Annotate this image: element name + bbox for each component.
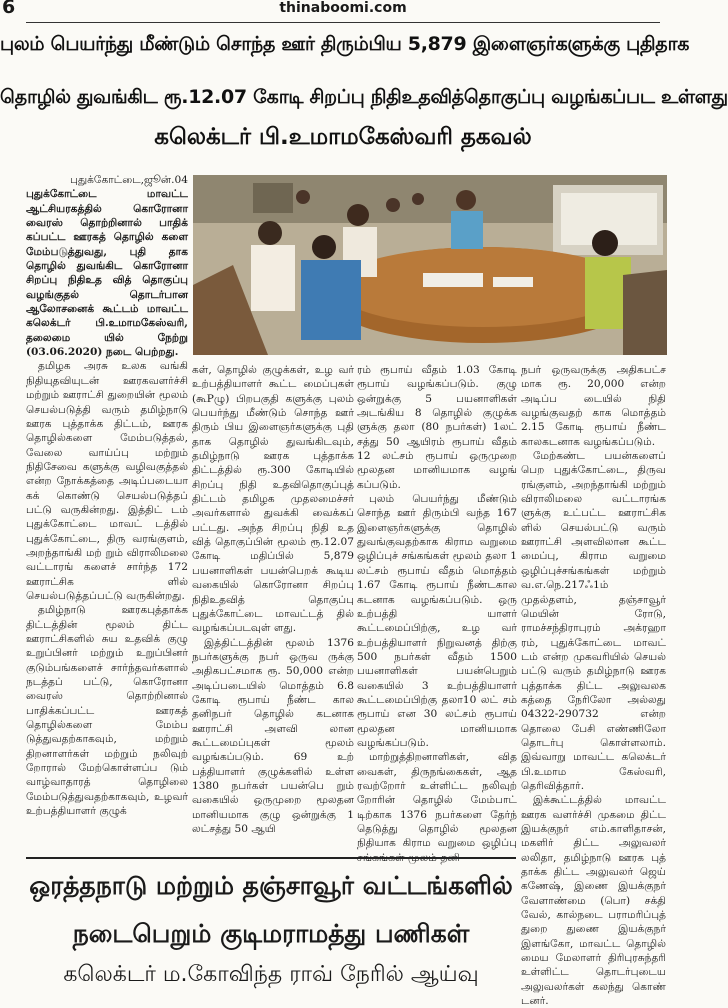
second-headline-subtitle: கலெக்டர் ம.கோவிந்த ராவ் நேரில் ஆய்வு	[63, 962, 479, 987]
article-paragraph: இக்கூட்டத்தில் மாவட்ட ஊரக வளர்ச்சி முகமை திட்ட இயக்குநர் எம்.காளிதாசன், மகளிர் திட்ட அலுவலர் லலிதா, தமிழ்நாடு ஊரக புத் தாக்க திட்ட அலுவலர் ஜெய் கணேஷ், இணை இயக்குநர் வேளாண்மை (பொ) சக்தி வேல், கால்நடை பராமரிப்புத் துறை துணை இயக்குநர் இளங்கோ, மாவட்ட தொழில் மைய மேலாளர் திரிபுரசுந்தரி உள்ளிட்ட தொடர்புடைய அலுவலர்கள் கலந்து கொண் டனர்.	[521, 794, 666, 1008]
article-column-3	[357, 363, 517, 853]
second-article-rule	[26, 857, 516, 859]
second-article-headline	[26, 862, 516, 1000]
second-headline-line-2: நடைபெறும் குடிமராமத்து பணிகள்	[72, 919, 470, 948]
headline-subtitle: கலெக்டர் பி.உமாமகேஸ்வரி தகவல்	[154, 124, 532, 150]
article-column-2	[192, 363, 354, 853]
article-column-4	[521, 363, 666, 1008]
article-dateline: புதுக்கோட்டை,ஜூன்.04	[70, 174, 188, 186]
site-name: thinaboomi.com	[279, 0, 407, 16]
second-headline-line-1: ஒரத்தநாடு மற்றும் தஞ்சாவூர் வட்டங்களில்	[29, 871, 513, 900]
article-paragraph: கள், தொழில் குழுக்கள், உழ வர் உற்பத்தியாளர் கூட்ட மைப்புகள் (கூPழு) பிறபகுதி களுக்கு புலம் பெயர்ந்து மீண்டும் சொந்த ஊர் திரும் பிய இளைஞர்களுக்கு புதி தாக தொழில் துவங்கிடவும், தமிழ்நாடு ஊரக புத்தாக்க திட்டத்தில் ரூ.300 கோடியில் சிறப்பு நிதி உதவிதொகுப்புத் திட்டம் தமிழக முதலமைச்சர் அவர்களால் துவக்கி வைக்கப் பட்டது. அந்த சிறப்பு நிதி உத வித் தொகுப்பின் மூலம் ரூ.12.07 கோடி மதிப்பில் 5,879 பயனாளிகள் பயன்பெறக் கூடிய வகையில் கொரோனா சிறப்பு நிதிஉதவித் தொகுப்பு புதுக்கோட்டை மாவட்டத் தில் வழங்கப்படவுள் ளது.	[192, 364, 354, 635]
article-paragraph: புலம் பெயர்ந்து மீண்டும் சொந்த ஊர் திரும்பி வந்த 167 இளைஞர்களுக்கு தொழில் துவங்குவதற்காக கிராம வறுமை ஒழிப்புச் சங்கங்கள் மூலம் தலா 1 லட்சம் ரூபாய் வீதம் மொத்தம் 1.67 கோடி ரூபாய் நீண்டகால கடனாக வழங்கப்படும். ஒரு உற்பத்தி யாளர் கூட்டமைப்பிற்கு, உழ வர் உற்பத்தியாளர் நிறுவனத் திற்கு 500 நபர்கள் வீதம் 1500 பயனாளிகள் பயன்பெறும் வகையில் 3 உற்பத்தியாளர் கூட்டமைப்பிற்கு தலா10 லட் சம் ரூபாய் என 30 லட்சம் ரூபாய் மூலதன மானியமாக வழங்கப்படும்.	[357, 493, 517, 749]
headline-line-2: தொழில் துவங்கிட ரூ.12.07 கோடி சிறப்பு நிதிஉதவித்தொகுப்பு வழங்கப்பட உள்ளது	[0, 86, 728, 108]
article-paragraph: தமிழக அரசு உலக வங்கி நிதியுதவியுடன் ஊரகவளர்ச்சி மற்றும் ஊராட்சி துறையின் மூலம் செயல்படுத்தி வரும் தமிழ்நாடு ஊரக புத்தாக்க திட்டம், ஊரக தொழில்களை மேம்படுத்தல், வேலை வாய்ப்பு மற்றும் நிதிசேவை களுக்கு வழிவகுத்தல் என்ற நோக்கத்தை அடிப்படையா கக் கொண்டு செயல்படுத்தப் பட்டு வருகின்றது. இத்திட் டம் புதுக்கோட்டை மாவட் டத்தில் புதுக்கோட்டை, திரு வரங்குளம், அறந்தாங்கி மற் றும் விராலிமலை வட்டாரங் களைச் சார்ந்த 172 ஊராட்சிக ளில் செயல்படுத்தப்பட்டு வருகின்றது.	[26, 360, 188, 602]
header-rule	[26, 22, 660, 23]
page-number: 6	[2, 0, 16, 18]
article-column-1	[26, 173, 188, 823]
headline-line-1: புலம் பெயர்ந்து மீண்டும் சொந்த ஊர் திரும்பிய 5,879 இளைஞர்களுக்கு புதிதாக	[0, 33, 690, 55]
article-paragraph: இத்திட்டத்தின் மூலம் 1376 நபர்களுக்கு நபர் ஒருவ ருக்கு அதிகபட்சமாக ரூ. 50,000 என்ற அடிப்படையில் மொத்தம் 6.8 கோடி ரூபாய் நீண்ட கால தனிநபர் தொழில் கடனாக ஊராட்சி அளவி லான கூட்டமைப்புகள் மூலம் வழங்கப்படும். 69 உற் பத்தியாளர் குழுக்களில் உள்ள 1380 நபர்கள் பயன்பெ றும் வகையில் ஒருமுறை மூலதன மானியமாக குழு ஒன்றுக்கு 1 லட்சத்து 50 ஆயி	[192, 636, 354, 835]
article-paragraph: நபர் ஒருவருக்கு அதிகபட்ச மாக ரூ. 20,000 என்ற அடிப்ப டையில் நிதி வழங்குவதற் காக மொத்தம் 2.15 கோடி ரூபாய் நீண்ட காலகடனாக வழங்கப்படும்.	[521, 364, 666, 448]
article-lead-paragraph: புதுக்கோட்டை மாவட்ட ஆட்சியரகத்தில் கொரோனா வைரஸ் தொற்றினால் பாதிக் கப்பட்ட ஊரகத் தொழில் களை மேம்படுத்துவது, புதி தாக தொழில் துவங்கிட கொரோனா சிறப்பு நிதிஉத வித் தொகுப்பு வழங்குதல் தொடர்பான ஆலோசனைக் கூட்டம் மாவட்ட கலெக்டர் பி.உமாமகேஸ்வரி, தலைமை யில் நேற்று (03.06.2020) நடை பெற்றது.	[26, 188, 188, 359]
meeting-photo-image	[193, 175, 667, 355]
article-paragraph: தமிழ்நாடு ஊரகபுத்தாக்க திட்டத்தின் மூலம் திட்ட ஊராட்சிகளில் சுய உதவிக் குழு உறுப்பினர் மற்றும் உறுப்பினர் குடும்பங்களைச் சார்ந்தவர்களால் நடத்தப் பட்டு, கொரோனா வைரஸ் தொற்றினால் பாதிக்கப்பட்ட ஊரகத் தொழில்களை மேம்ப டுத்துவதற்காகவும், மற்றும் திறனாளர்கள் மற்றும் நலிவுற் றோரால் மேற்கொள்ளப்ப டும் வாழ்வாதாரத் தொழிலை மேம்படுத்துவதற்காகவும், உழவர் உற்பத்தியாளர் குழுக்	[26, 604, 188, 818]
article-paragraph: மாற்றுத்திறனாளிகள், வித வைகள், திருநங்கைகள், ஆத ரவற்றோர் உள்ளிட்ட நலிவுற் றோரின் தொழில் மேம்பாட் டிற்காக 1376 நபர்களை தேர்ந் தெடுத்து தொழில் மூலதன நிதியாக கிராம வறுமை ஒழிப்பு	[357, 751, 517, 850]
article-paragraph: மேற்கண்ட பயன்களைப் பெற புதுக்கோட்டை, திருவ ரங்குளம், அறந்தாங்கி மற்றும் விராலிமலை வட்டாரங்க ளுக்கு உட்பட்ட ஊராட்சிக ளில் செயல்பட்டு வரும் ஊராட்சி அளவிலான கூட்ட மைப்பு, கிராம வறுமை ஒழிப்புச்சங்கங்கள் மற்றும் வ.எ.நெ.217ஃ1ம் முதல்தளம், தஞ்சாவூர் மெயின் ரோடு, ராமச்சந்திராபுரம் அக்ரஹா ரம், புதுக்கோட்டை மாவட் டம் என்ற முகவரியில் செயல் பட்டு வரும் தமிழ்நாடு ஊரக புத்தாக்க திட்ட அலுவலக கத்தை நேரிலோ அல்லது 04322-290732 என்ற தொலை பேசி எண்ணிலோ தொடர்பு கொள்ளலாம். இவ்வாறு மாவட்ட கலெக்டர் பி.உமாம கேஸ்வரி, தெரிவித்தார்.	[521, 450, 666, 792]
meeting-photo	[193, 175, 667, 355]
article-paragraph: ரம் ரூபாய் வீதம் 1.03 கோடி ரூபாய் வழங்கப்படும். குழு ஒன்றுக்கு 5 பயனாளிகள் அடங்கிய 8 தொழில் குழுக்க ளுக்கு தலா (80 நபர்கள்) 1லட் சத்து 50 ஆயிரம் ரூபாய் வீதம் 12 லட்சம் ரூபாய் ஒருமுறை மூலதன மானியமாக வழங் கப்படும்.	[357, 364, 517, 491]
